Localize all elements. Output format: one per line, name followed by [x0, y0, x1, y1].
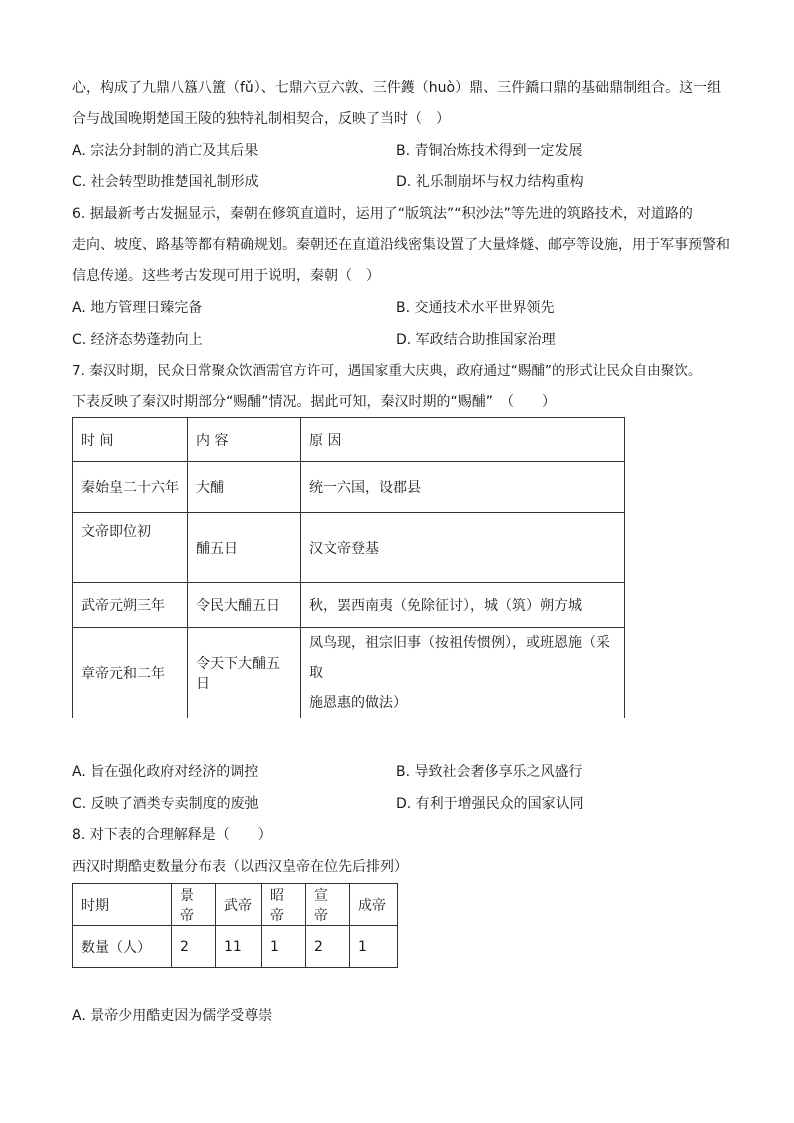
q7-table	[72, 417, 625, 718]
q7-cell-content: 令天下大酺五日	[188, 628, 301, 719]
q7-cell-content: 大酺	[188, 462, 301, 513]
q7-header-content: 内 容	[188, 418, 301, 462]
q8-cell: 时期	[73, 884, 172, 926]
q7-cell-reason	[301, 628, 625, 719]
table-row	[73, 583, 625, 628]
q6-option-b[interactable]: B. 交通技术水平世界领先	[396, 300, 555, 316]
table-row	[73, 513, 625, 583]
q8-cell: 景帝	[172, 884, 216, 926]
q7-header-time: 时 间	[73, 418, 188, 462]
q6-option-c[interactable]: C. 经济态势蓬勃向上	[72, 332, 203, 348]
q5-stem-line2: 合与战国晚期楚国王陵的独特礼制相契合，反映了当时（ ）	[72, 111, 450, 127]
q7-table-header-row	[73, 418, 625, 462]
q8-cell: 成帝	[350, 884, 398, 926]
q7-cell-content: 令民大酺五日	[188, 583, 301, 628]
table-row	[73, 926, 398, 968]
q5-option-c[interactable]: C. 社会转型助推楚国礼制形成	[72, 174, 259, 190]
q7-cell-time: 章帝元和二年	[73, 628, 188, 719]
q8-option-a[interactable]: A. 景帝少用酷吏因为儒学受尊崇	[72, 1008, 273, 1024]
q6-option-a[interactable]: A. 地方管理日臻完备	[72, 300, 203, 316]
q5-option-a[interactable]: A. 宗法分封制的消亡及其后果	[72, 143, 259, 159]
q5-option-d[interactable]: D. 礼乐制崩坏与权力结构重构	[396, 174, 584, 190]
q5-stem-line1: 心，构成了九鼎八簋八簠（fǔ）、七鼎六豆六敦、三件鑊（huò）鼎、三件鐈口鼎的基础鼎制组合。这一组	[72, 80, 722, 96]
q8-cell: 昭帝	[262, 884, 306, 926]
table-row	[73, 884, 398, 926]
q8-cell: 11	[216, 926, 262, 968]
q7-cell-reason-line2: 施恩惠的做法）	[309, 695, 407, 711]
q7-cell-reason: 汉文帝登基	[301, 513, 625, 583]
q8-cell: 1	[262, 926, 306, 968]
q6-stem-line1: 6. 据最新考古发掘显示，秦朝在修筑直道时，运用了“版筑法”“积沙法”等先进的筑路技术，对道路的	[72, 206, 693, 222]
q7-cell-time: 文帝即位初	[73, 513, 188, 583]
q8-cell: 宣帝	[306, 884, 350, 926]
q7-option-a[interactable]: A. 旨在强化政府对经济的调控	[72, 764, 259, 780]
q5-option-b[interactable]: B. 青铜冶炼技术得到一定发展	[396, 143, 583, 159]
q8-cell: 武帝	[216, 884, 262, 926]
q7-cell-reason: 统一六国，设郡县	[301, 462, 625, 513]
q7-stem-line2: 下表反映了秦汉时期部分“赐酺”情况。据此可知，秦汉时期的“赐酺” （ ）	[72, 394, 557, 410]
table-row	[73, 628, 625, 719]
q7-option-c[interactable]: C. 反映了酒类专卖制度的废弛	[72, 796, 259, 812]
q7-stem-line1: 7. 秦汉时期，民众日常聚众饮酒需官方许可，遇国家重大庆典，政府通过“赐酺”的形式让民众自由聚饮。	[72, 363, 702, 379]
q6-stem-line2: 走向、坡度、路基等都有精确规划。秦朝还在直道沿线密集设置了大量烽燧、邮亭等设施，用于军事预警和	[72, 237, 730, 253]
q6-option-d[interactable]: D. 军政结合助推国家治理	[396, 332, 556, 348]
q7-cell-reason: 秋，罢西南夷（免除征讨），城（筑）朔方城	[301, 583, 625, 628]
q7-header-reason: 原 因	[301, 418, 625, 462]
q8-cell: 1	[350, 926, 398, 968]
q8-table-caption: 西汉时期酷吏数量分布表（以西汉皇帝在位先后排列）	[72, 859, 408, 875]
q7-cell-reason-line1: 凤鸟现，祖宗旧事（按祖传惯例），或班恩施（采取	[309, 635, 610, 681]
q8-cell: 数量（人）	[73, 926, 172, 968]
table-row	[73, 462, 625, 513]
q8-table	[72, 883, 398, 968]
q6-stem-line3: 信息传递。这些考古发现可用于说明，秦朝（ ）	[72, 268, 380, 284]
q7-option-d[interactable]: D. 有利于增强民众的国家认同	[396, 796, 584, 812]
q7-cell-time: 秦始皇二十六年	[73, 462, 188, 513]
q8-cell: 2	[172, 926, 216, 968]
q7-option-b[interactable]: B. 导致社会奢侈享乐之风盛行	[396, 764, 583, 780]
q8-cell: 2	[306, 926, 350, 968]
q7-cell-time: 武帝元朔三年	[73, 583, 188, 628]
q7-cell-content: 酺五日	[188, 513, 301, 583]
q8-stem: 8. 对下表的合理解释是（ ）	[72, 827, 272, 843]
